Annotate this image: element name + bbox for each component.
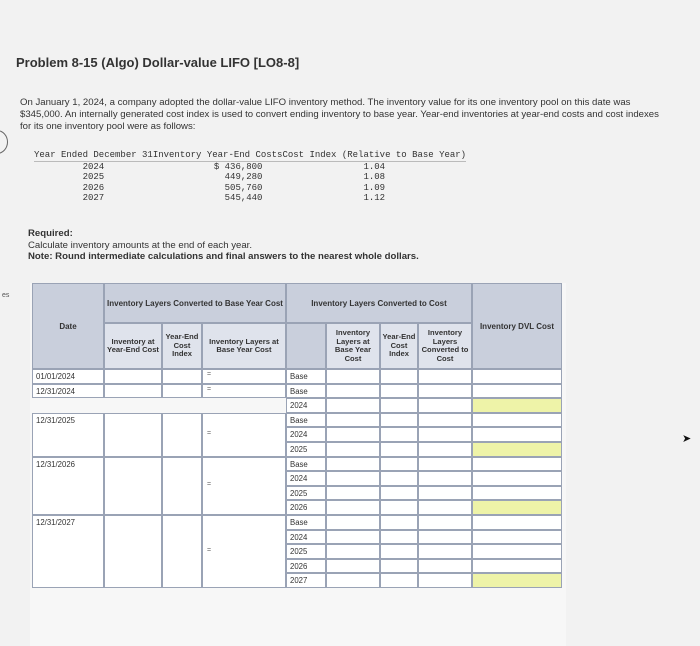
layer-index-input[interactable]	[380, 442, 418, 457]
layer-base-cost-input[interactable]	[326, 427, 380, 442]
layer-converted-cost-input[interactable]	[418, 442, 472, 457]
layer-base-cost-input[interactable]	[326, 457, 380, 472]
col-header-blank	[286, 323, 326, 369]
dvl-total-input[interactable]	[472, 398, 562, 413]
problem-intro: On January 1, 2024, a company adopted the dollar-value LIFO inventory method. The inventory value for its one inventory pool on this date was $345,000. An internally generated cost index is used to convert ending inventory to base year. Year-end inventories at year-end costs and cost indexes for its one inventory pool were as follows:	[20, 97, 659, 132]
given-year: 2024	[82, 161, 105, 172]
layer-base-cost-input[interactable]	[326, 442, 380, 457]
layer-label: 2024	[290, 532, 308, 542]
given-row	[34, 172, 466, 183]
layer-label-cell	[286, 471, 326, 486]
layer-label-cell	[286, 369, 326, 384]
date-label: 12/31/2024	[36, 386, 76, 396]
layer-index-input[interactable]	[380, 486, 418, 501]
dvl-cost-input[interactable]	[472, 427, 562, 442]
layers-base-year-cost-input[interactable]	[202, 369, 286, 384]
equals-sign: =	[207, 385, 212, 393]
layer-converted-cost-input[interactable]	[418, 471, 472, 486]
layer-label-cell	[286, 398, 326, 413]
layer-base-cost-input[interactable]	[326, 369, 380, 384]
dvl-cost-input[interactable]	[472, 559, 562, 574]
layer-converted-cost-input[interactable]	[418, 530, 472, 545]
layer-label: 2026	[290, 561, 308, 571]
layer-label-cell	[286, 515, 326, 530]
layer-index-input[interactable]	[380, 471, 418, 486]
layer-index-input[interactable]	[380, 427, 418, 442]
required-note: Note: Round intermediate calculations and final answers to the nearest whole dollars.	[28, 251, 419, 262]
layer-converted-cost-input[interactable]	[418, 559, 472, 574]
layer-index-input[interactable]	[380, 398, 418, 413]
layer-converted-cost-input[interactable]	[418, 544, 472, 559]
layer-label: 2024	[290, 474, 308, 484]
given-cost: $ 436,800	[213, 161, 263, 172]
layer-label-cell	[286, 559, 326, 574]
layer-index-input[interactable]	[380, 515, 418, 530]
layers-base-year-cost-input[interactable]	[202, 457, 286, 515]
layer-label-cell	[286, 486, 326, 501]
inventory-year-end-cost-input[interactable]	[104, 457, 162, 515]
margin-marker: es	[2, 292, 10, 299]
margin-bracket	[0, 130, 8, 154]
given-row	[34, 193, 466, 204]
col-header-date: Date	[32, 283, 104, 369]
given-year: 2026	[82, 182, 105, 193]
col-header-layers-at-base: Inventory Layers at Base Year Cost	[326, 323, 380, 369]
layer-index-input[interactable]	[380, 500, 418, 515]
layer-label-cell	[286, 413, 326, 428]
layer-index-input[interactable]	[380, 457, 418, 472]
group-header-dvl: Inventory DVL Cost	[472, 283, 562, 369]
layer-converted-cost-input[interactable]	[418, 457, 472, 472]
required-text: Calculate inventory amounts at the end of each year.	[28, 239, 252, 251]
layer-index-input[interactable]	[380, 384, 418, 399]
year-end-cost-index-input[interactable]	[162, 384, 202, 399]
col-header-layers-converted: Inventory Layers Converted to Cost	[418, 323, 472, 369]
year-end-cost-index-input[interactable]	[162, 369, 202, 384]
date-cell	[32, 413, 104, 457]
group-header-cost: Inventory Layers Converted to Cost	[286, 283, 472, 323]
layers-base-year-cost-input[interactable]	[202, 515, 286, 588]
layer-label-cell	[286, 500, 326, 515]
problem-title: Problem 8-15 (Algo) Dollar-value LIFO [LO8-8]	[16, 55, 300, 70]
layer-index-input[interactable]	[380, 369, 418, 384]
layer-base-cost-input[interactable]	[326, 544, 380, 559]
inventory-year-end-cost-input[interactable]	[104, 369, 162, 384]
given-row	[34, 161, 466, 172]
dvl-cost-input[interactable]	[472, 544, 562, 559]
layer-label: 2027	[290, 576, 308, 586]
col-header-inv-year-end-cost: Inventory at Year-End Cost	[104, 323, 162, 369]
layer-label-cell	[286, 573, 326, 588]
layer-converted-cost-input[interactable]	[418, 515, 472, 530]
col-header-layers-base: Inventory Layers at Base Year Cost	[202, 323, 286, 369]
layer-base-cost-input[interactable]	[326, 398, 380, 413]
layer-label-cell	[286, 457, 326, 472]
layer-label: 2025	[290, 445, 308, 454]
layer-label: Base	[290, 518, 308, 527]
given-cost: 545,440	[224, 193, 263, 203]
equals-sign: =	[207, 429, 212, 437]
layer-base-cost-input[interactable]	[326, 515, 380, 530]
given-index: 1.12	[363, 193, 386, 203]
layer-label-cell	[286, 427, 326, 442]
layer-converted-cost-input[interactable]	[418, 573, 472, 588]
inventory-year-end-cost-input[interactable]	[104, 515, 162, 588]
layer-base-cost-input[interactable]	[326, 500, 380, 515]
layer-index-input[interactable]	[380, 559, 418, 574]
layer-converted-cost-input[interactable]	[418, 500, 472, 515]
layer-label-cell	[286, 544, 326, 559]
layer-converted-cost-input[interactable]	[418, 398, 472, 413]
year-end-cost-index-input[interactable]	[162, 515, 202, 588]
given-data-table	[34, 150, 466, 204]
dvl-cost-input[interactable]	[472, 486, 562, 501]
layer-label: Base	[290, 459, 308, 469]
layers-base-year-cost-input[interactable]	[202, 384, 286, 399]
layer-base-cost-input[interactable]	[326, 486, 380, 501]
given-cost: 505,760	[224, 182, 263, 193]
dvl-total-input[interactable]	[472, 442, 562, 457]
layer-label: Base	[290, 372, 308, 381]
given-row	[34, 183, 466, 194]
year-end-cost-index-input[interactable]	[162, 457, 202, 515]
layer-label: Base	[290, 386, 308, 396]
given-header-year: Year Ended December 31	[34, 150, 153, 160]
layer-index-input[interactable]	[380, 413, 418, 428]
given-year: 2027	[82, 193, 105, 203]
layer-label-cell	[286, 384, 326, 399]
given-header-index: Cost Index (Relative to Base Year)	[282, 150, 467, 160]
group-header-base-year: Inventory Layers Converted to Base Year Cost	[104, 283, 286, 323]
given-cost: 449,280	[224, 172, 263, 182]
date-label: 12/31/2025	[36, 415, 76, 425]
col-header-year-end-cost-index: Year-End Cost Index	[380, 323, 418, 369]
required-section	[28, 228, 419, 263]
layer-converted-cost-input[interactable]	[418, 427, 472, 442]
year-end-cost-index-input[interactable]	[162, 413, 202, 457]
dvl-total-input[interactable]	[472, 500, 562, 515]
layers-base-year-cost-input[interactable]	[202, 413, 286, 457]
col-header-year-end-index: Year-End Cost Index	[162, 323, 202, 369]
date-label: 12/31/2027	[36, 518, 76, 527]
layer-label: 2025	[290, 488, 308, 498]
layer-label-cell	[286, 530, 326, 545]
layer-index-input[interactable]	[380, 530, 418, 545]
layer-index-input[interactable]	[380, 573, 418, 588]
layer-label: 2024	[290, 401, 308, 411]
layer-label-cell	[286, 442, 326, 457]
date-cell	[32, 369, 104, 384]
layer-base-cost-input[interactable]	[326, 573, 380, 588]
layer-base-cost-input[interactable]	[326, 559, 380, 574]
layer-converted-cost-input[interactable]	[418, 413, 472, 428]
dvl-total-input[interactable]	[472, 573, 562, 588]
date-cell	[32, 515, 104, 588]
date-label: 12/31/2026	[36, 459, 76, 469]
dvl-cost-input[interactable]	[472, 515, 562, 530]
layer-label: 2025	[290, 547, 308, 557]
given-index: 1.04	[363, 161, 386, 172]
layer-base-cost-input[interactable]	[326, 413, 380, 428]
required-label: Required:	[28, 228, 73, 239]
layer-base-cost-input[interactable]	[326, 530, 380, 545]
given-header-cost: Inventory Year-End Costs	[152, 150, 283, 160]
date-label: 01/01/2024	[36, 372, 76, 381]
inventory-year-end-cost-input[interactable]	[104, 384, 162, 399]
layer-label: Base	[290, 415, 308, 425]
dvl-worksheet	[30, 283, 566, 646]
layer-converted-cost-input[interactable]	[418, 384, 472, 399]
inventory-year-end-cost-input[interactable]	[104, 413, 162, 457]
layer-index-input[interactable]	[380, 544, 418, 559]
given-index: 1.08	[363, 172, 386, 182]
dvl-cost-input[interactable]	[472, 369, 562, 384]
date-cell	[32, 457, 104, 515]
dvl-cost-input[interactable]	[472, 384, 562, 399]
layer-label: 2024	[290, 430, 308, 440]
equals-sign: =	[207, 480, 212, 488]
layer-converted-cost-input[interactable]	[418, 369, 472, 384]
dvl-cost-input[interactable]	[472, 413, 562, 428]
mouse-cursor-icon: ➤	[682, 433, 692, 445]
dvl-cost-input[interactable]	[472, 457, 562, 472]
date-cell	[32, 384, 104, 399]
layer-base-cost-input[interactable]	[326, 471, 380, 486]
dvl-cost-input[interactable]	[472, 530, 562, 545]
given-year: 2025	[82, 172, 105, 182]
layer-label: 2026	[290, 503, 308, 513]
given-index: 1.09	[363, 182, 386, 193]
dvl-cost-input[interactable]	[472, 471, 562, 486]
equals-sign: =	[207, 371, 212, 378]
layer-converted-cost-input[interactable]	[418, 486, 472, 501]
equals-sign: =	[207, 546, 212, 554]
layer-base-cost-input[interactable]	[326, 384, 380, 399]
